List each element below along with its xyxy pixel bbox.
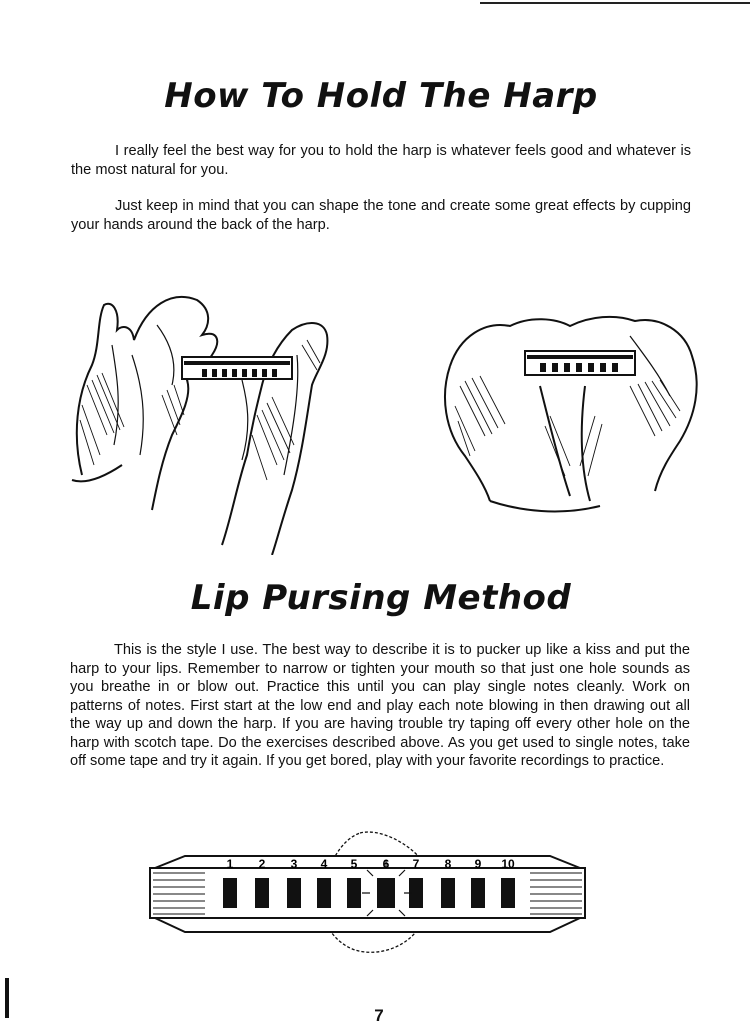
hole-number: 7 <box>412 857 420 871</box>
hole-number: 9 <box>474 857 482 871</box>
heading-how-to-hold: How To Hold The Harp <box>164 76 598 116</box>
hole-number: 6 <box>382 857 390 871</box>
hole-number: 2 <box>258 857 266 871</box>
paragraph-cupping: Just keep in mind that you can shape the tone and create some great effects by cupping your hands around the back of the harp. <box>71 198 691 233</box>
heading-lip-pursing: Lip Pursing Method <box>190 578 572 618</box>
paragraph-lip-pursing: This is the style I use. The best way to describe it is to pucker up like a kiss and put the harp to your lips. Remember to narrow or tighten your mouth so that just one hole sounds as you breathe in or blow out. Practice this until you can play single notes cleanly. Work on patterns of notes. First start at the low end and play each note blowing in then drawing out all the way up and down the harp. If you are having trouble try taping off every other hole on the harp with scotch tape. Do the exercises described above. As you get used to single notes, take off some tape and try it again. If you get bored, play with your favorite recordings to practice. <box>70 642 690 769</box>
hole-number: 8 <box>444 857 452 871</box>
harmonica-diagram <box>145 828 590 958</box>
hole-number: 3 <box>290 857 298 871</box>
cupped-hands-illustration <box>430 296 710 526</box>
hole-number: 4 <box>320 857 328 871</box>
hands-holding-harp-illustration <box>62 285 352 555</box>
page-number: 7 <box>374 1006 384 1025</box>
top-rule <box>480 2 750 4</box>
hole-number: 1 <box>226 857 234 871</box>
hole-number: 5 <box>350 857 358 871</box>
hole-number: 10 <box>501 857 515 871</box>
paragraph-hold-intro: I really feel the best way for you to hold the harp is whatever feels good and whatever is the most natural for you. <box>71 143 691 178</box>
